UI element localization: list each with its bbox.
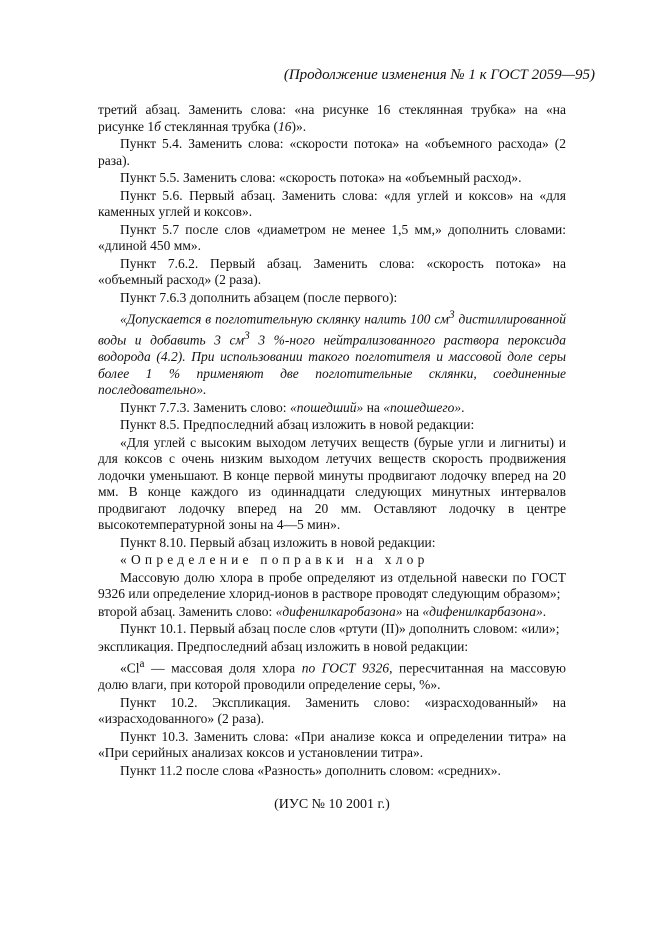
paragraph-6: Пункт 7.6.2. Первый абзац. Заменить слова: «скорость потока» на «объемный расход» (2 раза). xyxy=(98,255,566,287)
paragraph-2: Пункт 5.4. Заменить слова: «скорости потока» на «объемного расхода» (2 раза). xyxy=(98,136,566,168)
paragraph-20: Пункт 10.3. Заменить слова: «При анализе кокса и определении титра» на «При серийных анализах коксов и установлении титра». xyxy=(98,728,566,760)
paragraph-12: Пункт 8.10. Первый абзац изложить в новой редакции: xyxy=(120,534,436,550)
paragraph-15: второй абзац. Заменить слово: «дифенилкаробазона» на «дифенилкарбазона». xyxy=(98,603,547,619)
paragraph-21: Пункт 11.2 после слова «Разность» дополнить словом: «средних». xyxy=(120,762,501,778)
paragraph-11: «Для углей с высоким выходом летучих веществ (бурые угли и лигниты) и для коксов с очень низким выходом летучих веществ скорость продвижения лодочки уменьшают. В конце первой минуты продвигают лодочку вперед на 20 мм. В конце каждого из одиннадцати следующих минутных интервалов продвигают лодочку вперед на 20 мм. Оставляют лодочку в центре высокотемпературной зоны на 4—5 мин». xyxy=(98,434,566,532)
paragraph-5: Пункт 5.7 после слов «диаметром не менее 1,5 мм,» дополнить словами: «длиной 450 мм». xyxy=(98,221,566,253)
paragraph-4: Пункт 5.6. Первый абзац. Заменить слова: «для углей и коксов» на «для каменных углей и коксов». xyxy=(98,187,566,219)
paragraph-13-heading: «Определение поправки на хлор xyxy=(120,552,429,567)
paragraph-19: Пункт 10.2. Экспликация. Заменить слово: «израсходованный» на «израсходованного» (2 раза). xyxy=(98,694,566,726)
paragraph-7: Пункт 7.6.3 дополнить абзацем (после первого): xyxy=(120,289,398,305)
page-header: (Продолжение изменения № 1 к ГОСТ 2059—95) xyxy=(283,67,595,83)
paragraph-17: экспликация. Предпоследний абзац изложить в новой редакции: xyxy=(98,638,469,654)
paragraph-9: Пункт 7.7.3. Заменить слово: «пошедший» на «пошедшего». xyxy=(120,399,465,415)
paragraph-8-quote: «Допускается в поглотительную склянку налить 100 $см^3$ дистиллированной воды и добавить 3 $см^3$ 3 %-ного нейтрализованного раствора пероксида водорода (4.2). При использовании такого поглотителя и массовой доле серы более 1 % применяют две поглотительные склянки, соединенные последовательно». xyxy=(98,309,567,397)
paragraph-3: Пункт 5.5. Заменить слова: «скорость потока» на «объемный расход». xyxy=(120,170,522,185)
paragraph-1: третий абзац. Заменить слова: «на рисунке 16 стеклянная трубка» на «на рисунке 1б стеклянная трубка (16)». xyxy=(98,102,566,134)
paragraph-14: Массовую долю хлора в пробе определяют из отдельной навески по ГОСТ 9326 или определение хлорид-ионов в растворе проводят следующим образом»; xyxy=(98,569,566,601)
publication-reference: (ИУС № 10 2001 г.) xyxy=(274,797,390,812)
document-body xyxy=(98,102,566,815)
paragraph-10: Пункт 8.5. Предпоследний абзац изложить в новой редакции: xyxy=(120,417,475,432)
paragraph-18: «Cl$^a$ — массовая доля хлора по ГОСТ 9326, пересчитанная на массовую долю влаги, при которой проводили определение серы, %». xyxy=(98,658,566,692)
paragraph-16: Пункт 10.1. Первый абзац после слов «ртути (II)» дополнить словом: «или»; xyxy=(120,621,560,636)
